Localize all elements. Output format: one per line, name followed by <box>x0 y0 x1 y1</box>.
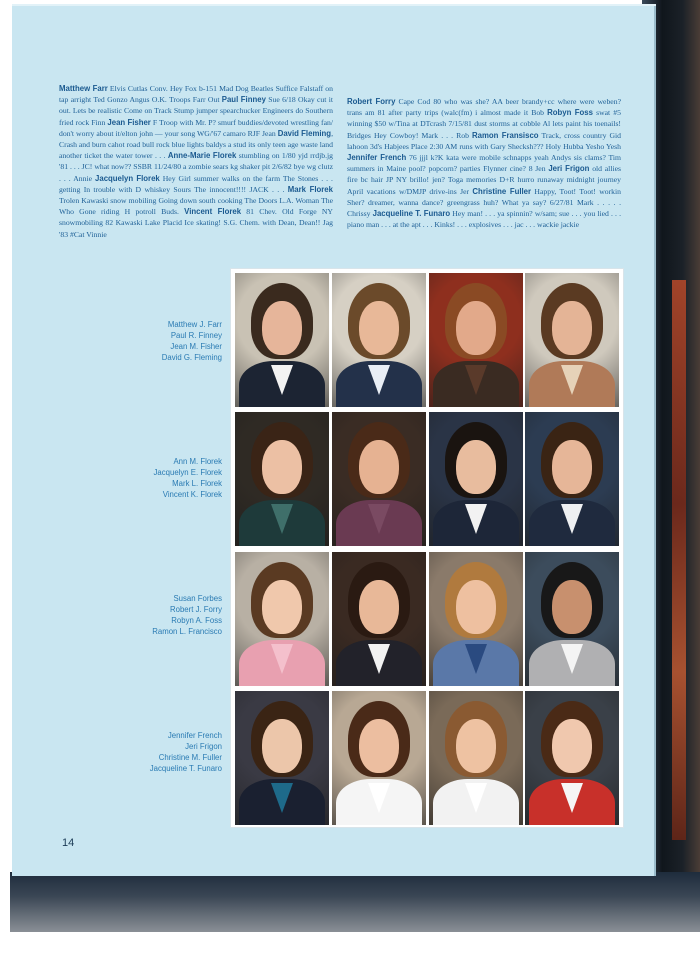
student-portrait <box>235 552 329 686</box>
senior-name: Jacqueline T. Funaro <box>372 209 451 219</box>
portrait-caption: Jacquelyn E. Florek <box>153 468 222 477</box>
senior-write-up: 81 Chev. Old Forge NY snowmobiling 82 Kawaski Lake Placid Ice skating! S.G. Chem. with Dean, Dean!! Jag '83 #Cat Vinnie <box>59 207 333 239</box>
portrait-caption: Vincent K. Florek <box>162 490 222 499</box>
student-portrait <box>332 691 426 825</box>
student-portrait <box>332 552 426 686</box>
portrait-caption: Jacqueline T. Funaro <box>149 764 222 773</box>
name-list-row-2 <box>72 456 222 500</box>
student-portrait <box>525 552 619 686</box>
name-list-row-4 <box>72 730 222 774</box>
student-portrait <box>235 412 329 546</box>
senior-write-up: old allies fire bc hair JP NY brillo! jen? Toga memories D+R hurro runaway midnight journey April vacations w/DMJP drive-ins Jer <box>347 164 621 196</box>
senior-name: Jennifer French <box>347 153 407 163</box>
student-portrait <box>429 273 523 407</box>
portrait-caption: Robert J. Forry <box>170 605 222 614</box>
student-portrait <box>429 691 523 825</box>
student-portrait <box>525 691 619 825</box>
senior-write-up: Track, cross country Gid lahoon 3d's Habjees Place 2:30 AM runs with Gary Shecksh??? Holy Hubba Yesho Yesh <box>347 130 621 151</box>
senior-name: Jacquelyn Florek <box>95 173 160 183</box>
portrait-caption: Christine M. Fuller <box>158 753 222 762</box>
senior-name: Robert Forry <box>347 97 396 106</box>
page-number: 14 <box>62 837 75 849</box>
senior-name: Vincent Florek <box>184 207 242 217</box>
student-portrait <box>235 273 329 407</box>
senior-write-up: Happy, Toot! Toot! workin Sher? dreamer, wanna dance? greengrass huh? What ya say? 6/27/81 Mark . . . . . Chrissy <box>347 186 622 219</box>
student-portrait <box>429 552 523 686</box>
student-portrait <box>235 691 329 825</box>
senior-name: Paul Finney <box>221 95 266 105</box>
portrait-caption: Paul R. Finney <box>170 331 222 340</box>
left-text-column <box>59 83 333 240</box>
right-text-column <box>347 96 621 230</box>
portrait-caption: David G. Fleming <box>161 353 222 362</box>
portrait-caption: Jennifer French <box>167 731 222 740</box>
senior-name: Matthew Farr <box>59 84 108 93</box>
senior-write-up: Elvis Cutlas Conv. Hey Fox b-151 Mad Dog Beatles Suffice Falstaff on tap arright Ted Gonzo Angus O.K. Troops Farr Out <box>59 84 333 105</box>
portrait-caption: Ann M. Florek <box>173 457 222 466</box>
senior-write-up: , Crash and burn cahot road bull rock blue lights baldys a stud its only teen age waste land another ticket the water tower . . . <box>59 128 333 161</box>
portrait-caption: Susan Forbes <box>173 594 222 603</box>
senior-name: Mark Florek <box>287 184 333 194</box>
senior-name: Anne-Marie Florek <box>167 151 237 161</box>
senior-write-up: Hey Girl summer walks on the farm The Stones . . . getting In trouble with D whiskey Sours The innocent!!!! JACK . . . <box>59 173 333 194</box>
student-portrait <box>525 412 619 546</box>
senior-write-up: Cape Cod 80 who was she? AA beer brandy+cc where were weben? trans am 81 after party trips (walc(fm) i almost made it Bob <box>347 97 621 118</box>
senior-write-up: Trolen Kawaski snow mobiling Going down south cooking The Doors L.A. Woman The Who Gone riding H potroll Buds. <box>59 196 333 217</box>
senior-name: Christine Fuller <box>472 186 532 196</box>
senior-name: Jeri Frigon <box>548 164 590 174</box>
portrait-caption: Ramon L. Francisco <box>152 627 222 636</box>
senior-write-up: Hey man! . . . ya spinnin? w/sam; sue . . . you lied . . . piano man . . . at the apt . . . Kinks! . . . explosives . . . jac . . . wackie jackie <box>347 209 621 230</box>
scan-bottom-shadow <box>10 872 700 932</box>
student-portrait <box>525 273 619 407</box>
senior-write-up: 76 jjjl k?K kata were mobile schnapps yeah Andys sis clams? Tim summers in Maine pool? popcorn? parties Flynner cine? 8 Jen <box>347 153 621 174</box>
senior-name: Robyn Foss <box>547 108 593 118</box>
senior-write-up: F Troop with Mr. P? smurf buddies/devoted wrestling fan/ don't worry about it/elton john — your song WG/'67 camaro RJF Jean <box>59 117 333 138</box>
next-page-edge <box>672 280 686 840</box>
senior-name: Jean Fisher <box>107 117 151 127</box>
senior-write-up: stumbling on 1/80 yjd rrdjb.jg '81 . . . JC! what now?? SSBR 11/24/80 a zombie sears kg shaker pit 2/6/82 bye wg clutz . . . Annie <box>59 151 333 183</box>
student-portrait <box>332 273 426 407</box>
name-list-row-1 <box>72 319 222 363</box>
student-portrait <box>332 412 426 546</box>
senior-write-up: swat #5 winning $50 w/Tina at DTcrash 7/15/81 dust storms at cobble Al lets paint his toenails! Bridges Hey Cowboy! Mark . . . Rob <box>347 108 621 140</box>
student-portrait <box>429 412 523 546</box>
senior-write-up: Sue 6/18 Okay cut it out. Lets be realistic Come on Track Stump jumper spearchucker Engineers do Southern fried rock Finn <box>59 95 333 127</box>
senior-name: David Fleming <box>277 128 332 138</box>
senior-name: Ramon Fransisco <box>471 130 539 140</box>
portrait-grid <box>230 268 624 828</box>
name-list-row-3 <box>72 593 222 637</box>
portrait-caption: Mark L. Florek <box>172 479 222 488</box>
portrait-caption: Matthew J. Farr <box>167 320 222 329</box>
portrait-caption: Jeri Frigon <box>185 742 222 751</box>
portrait-caption: Robyn A. Foss <box>171 616 222 625</box>
portrait-caption: Jean M. Fisher <box>170 342 222 351</box>
